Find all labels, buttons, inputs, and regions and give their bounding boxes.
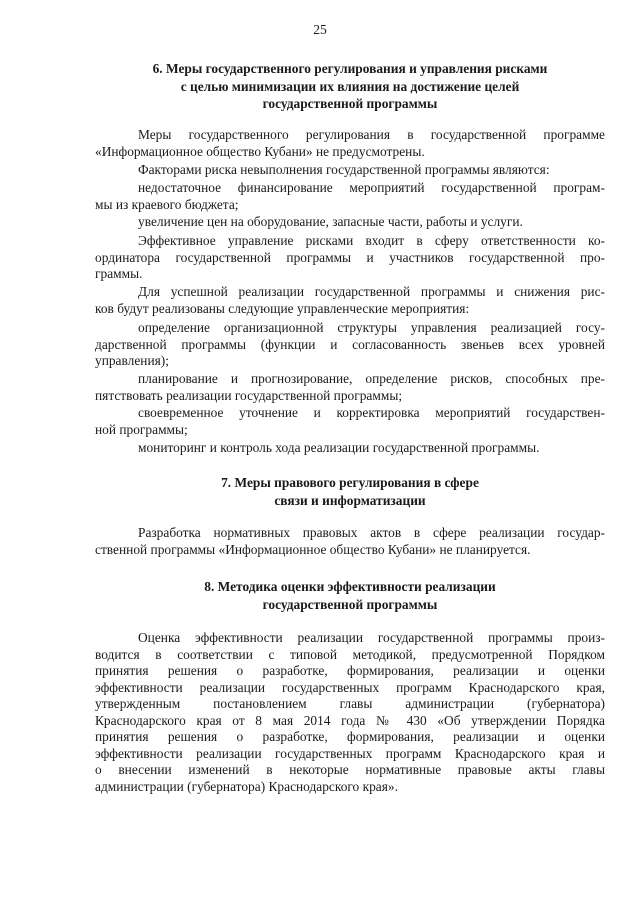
paragraph	[95, 405, 605, 438]
text-line: принятия решения о разработке, формирования, реализации и оценки	[95, 729, 605, 744]
paragraph	[95, 525, 605, 558]
text-line: недостаточное финансирование мероприятий государственной програм-	[138, 180, 605, 195]
section-6-heading	[95, 60, 605, 113]
heading-line: государственной программы	[262, 96, 438, 111]
text-line: мы из краевого бюджета;	[95, 196, 239, 212]
paragraph	[95, 320, 605, 370]
paragraph	[95, 371, 605, 404]
heading-line: с целью минимизации их влияния на достижение целей	[180, 78, 520, 94]
text-line: Факторами риска невыполнения государственной программы являются:	[138, 162, 550, 177]
text-line: Краснодарского края от 8 мая 2014 года № 430 «Об утверждении Порядка	[95, 712, 605, 728]
text-line: ков будут реализованы следующие управленческие мероприятия:	[95, 300, 470, 316]
text-line: Эффективное управление рисками входит в сферу ответственности ко-	[138, 233, 605, 248]
paragraph	[95, 440, 605, 457]
text-line: дарственной программы (функции и согласованность звеньев всех уровней	[95, 336, 605, 352]
heading-line: 6. Меры государственного регулирования и управления рисками	[152, 61, 548, 76]
text-line: Для успешной реализации государственной программы и снижения рис-	[138, 284, 605, 299]
text-line: своевременное уточнение и корректировка мероприятий государствен-	[138, 405, 605, 420]
text-line: утвержденным постановлением главы администрации (губернатора)	[95, 696, 605, 711]
text-line: пятствовать реализации государственной программы;	[95, 387, 403, 403]
text-line: ординатора государственной программы и участников государственной про-	[95, 249, 605, 265]
heading-line: 8. Методика оценки эффективности реализации	[204, 579, 496, 594]
text-line: увеличение цен на оборудование, запасные части, работы и услуги.	[138, 214, 523, 229]
text-line: Разработка нормативных правовых актов в сфере реализации государ-	[138, 525, 605, 540]
text-line: ной программы;	[95, 421, 188, 437]
paragraph	[95, 214, 605, 231]
text-line: водится в соответствии с типовой методикой, предусмотренной Порядком	[95, 646, 605, 662]
page-number: 25	[313, 22, 327, 37]
heading-line: 7. Меры правового регулирования в сфере	[221, 475, 479, 490]
text-line: ственной программы «Информационное общество Кубани» не планируется.	[95, 541, 531, 557]
text-line: «Информационное общество Кубани» не предусмотрены.	[95, 143, 425, 159]
paragraph	[95, 630, 605, 795]
text-line: принятия решения о разработке, формирования, реализации и оценки	[95, 663, 605, 678]
heading-line: государственной программы	[262, 596, 438, 612]
heading-line: связи и информатизации	[274, 492, 426, 508]
section-8-heading	[95, 578, 605, 613]
paragraph	[95, 180, 605, 213]
text-line: граммы.	[95, 266, 143, 281]
text-line: планирование и прогнозирование, определение рисков, способных пре-	[138, 371, 605, 386]
text-line: о внесении изменений в некоторые нормативные правовые акты главы	[95, 762, 605, 777]
text-line: эффективности реализации государственных программ Краснодарского края,	[95, 679, 605, 695]
text-line: Оценка эффективности реализации государственной программы произ-	[138, 630, 605, 645]
paragraph	[95, 284, 605, 317]
text-line: определение организационной структуры управления реализацией госу-	[138, 320, 605, 335]
paragraph	[95, 162, 605, 179]
text-line: эффективности реализации государственных программ Краснодарского края и	[95, 745, 605, 761]
text-line: Меры государственного регулирования в государственной программе	[138, 127, 605, 142]
text-line: администрации (губернатора) Краснодарского края».	[95, 778, 398, 794]
text-line: мониторинг и контроль хода реализации государственной программы.	[138, 440, 540, 455]
paragraph	[95, 233, 605, 283]
text-line: управления);	[95, 353, 169, 368]
section-7-heading	[95, 474, 605, 509]
paragraph	[95, 127, 605, 160]
